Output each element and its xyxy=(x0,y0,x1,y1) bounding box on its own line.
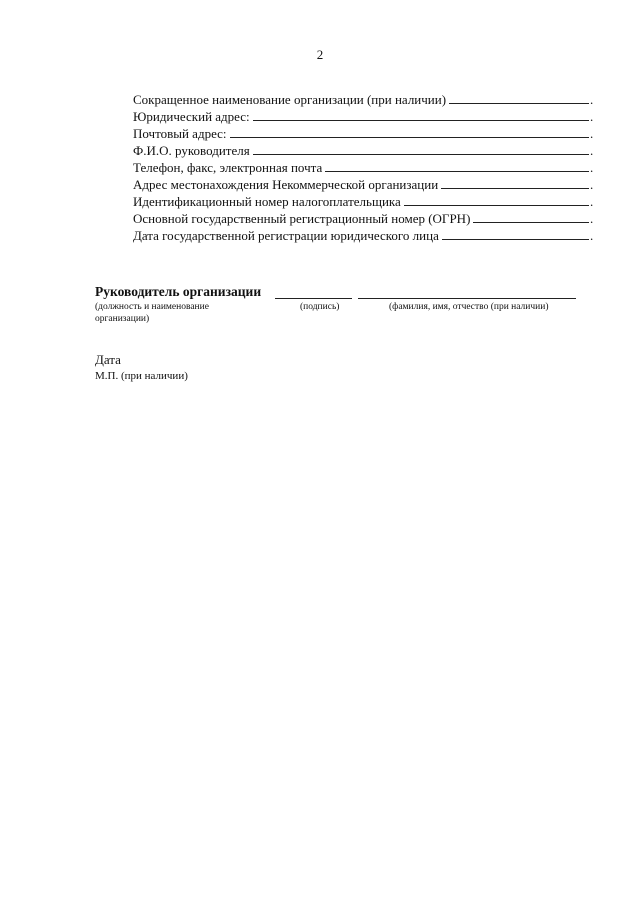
field-location-address-input-line[interactable] xyxy=(441,188,589,189)
field-legal-address-input-line[interactable] xyxy=(253,120,589,121)
field-end-mark: . xyxy=(590,109,594,124)
date-seal-block xyxy=(95,352,188,384)
signature-block xyxy=(95,284,595,334)
field-postal-address xyxy=(133,124,595,141)
field-short-name xyxy=(133,90,595,107)
field-label: Почтовый адрес: xyxy=(133,126,227,141)
date-label: Дата xyxy=(95,352,121,367)
field-postal-address-input-line[interactable] xyxy=(230,137,589,138)
field-registration-date-input-line[interactable] xyxy=(442,239,589,240)
field-end-mark: . xyxy=(590,211,594,226)
field-label: Телефон, факс, электронная почта xyxy=(133,160,323,175)
seal-label: М.П. (при наличии) xyxy=(95,370,188,382)
field-inn-input-line[interactable] xyxy=(404,205,589,206)
field-end-mark: . xyxy=(590,126,594,141)
field-end-mark: . xyxy=(590,194,594,209)
signature-input-line[interactable] xyxy=(275,298,352,299)
organization-fields xyxy=(133,90,595,243)
field-label: Юридический адрес: xyxy=(133,109,250,124)
field-short-name-input-line[interactable] xyxy=(449,103,589,104)
field-end-mark: . xyxy=(590,160,594,175)
field-end-mark: . xyxy=(590,228,594,243)
field-legal-address xyxy=(133,107,595,124)
caption-full-name: (фамилия, имя, отчество (при наличии) xyxy=(389,302,549,312)
field-contacts xyxy=(133,158,595,175)
field-director-name xyxy=(133,141,595,158)
field-end-mark: . xyxy=(590,143,594,158)
field-ogrn-input-line[interactable] xyxy=(473,222,589,223)
field-location-address xyxy=(133,175,595,192)
caption-signature: (подпись) xyxy=(300,302,340,312)
field-inn xyxy=(133,192,595,209)
field-director-name-input-line[interactable] xyxy=(253,154,589,155)
field-contacts-input-line[interactable] xyxy=(325,171,589,172)
field-end-mark: . xyxy=(590,92,594,107)
field-label: Основной государственный регистрационный номер (ОГРН) xyxy=(133,211,471,226)
field-label: Адрес местонахождения Некоммерческой организации xyxy=(133,177,439,192)
full-name-input-line[interactable] xyxy=(358,298,576,299)
field-end-mark: . xyxy=(590,177,594,192)
caption-position: (должность и наименование организации) xyxy=(95,302,209,324)
signature-title: Руководитель организации xyxy=(95,284,262,299)
field-label: Ф.И.О. руководителя xyxy=(133,143,250,158)
field-label: Дата государственной регистрации юридического лица xyxy=(133,228,439,243)
page-number: 2 xyxy=(316,47,324,62)
field-registration-date xyxy=(133,226,595,243)
field-ogrn xyxy=(133,209,595,226)
field-label: Идентификационный номер налогоплательщика xyxy=(133,194,401,209)
field-label: Сокращенное наименование организации (при наличии) xyxy=(133,92,447,107)
